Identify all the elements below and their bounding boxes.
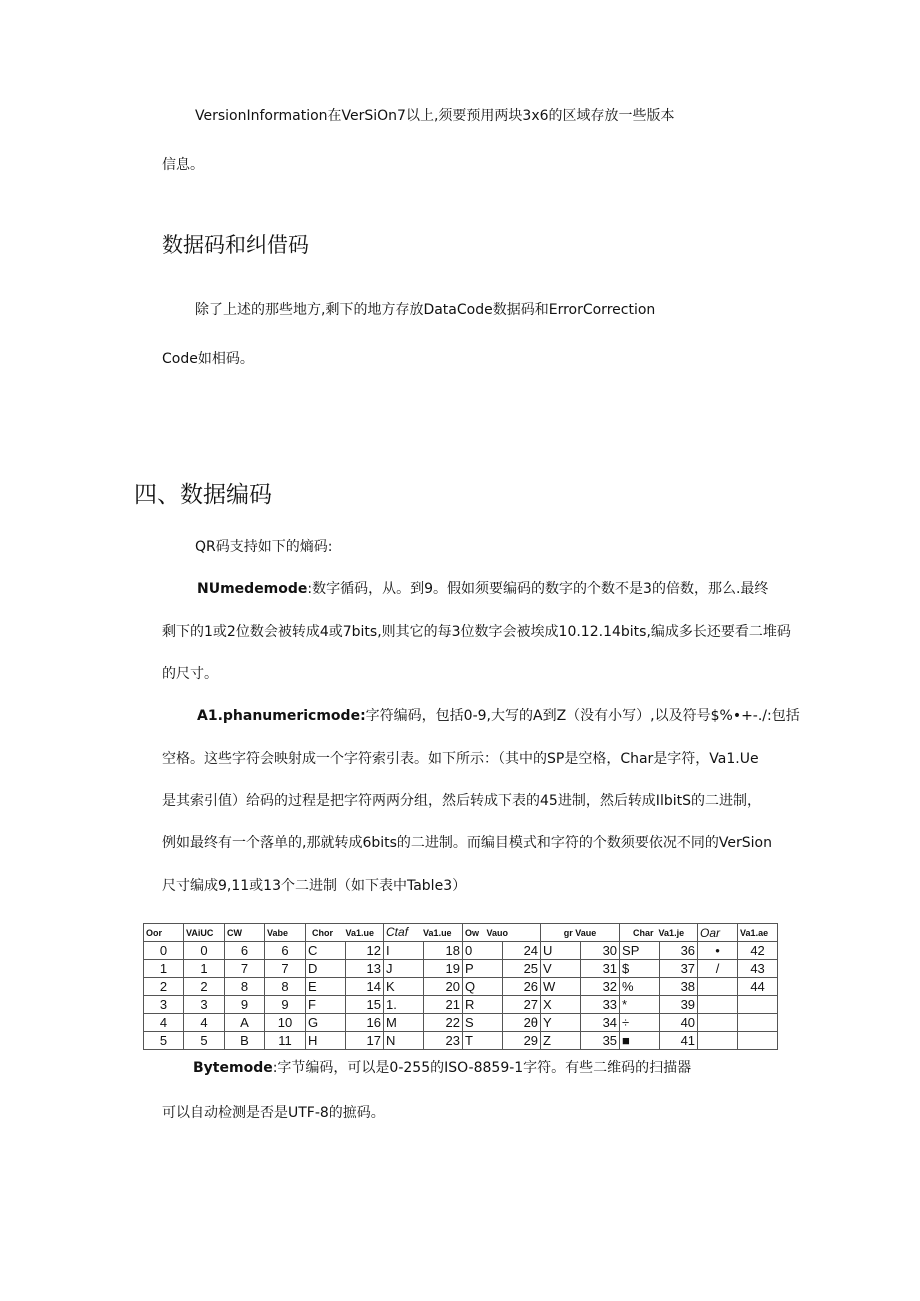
value-cell: 0 <box>184 942 225 960</box>
value-cell: 21 <box>424 996 463 1014</box>
table-header-text: Va1.je <box>658 928 685 938</box>
value-cell: 20 <box>424 978 463 996</box>
table-row <box>144 960 778 978</box>
char-cell <box>698 978 738 996</box>
table-header-text: Ow <box>465 928 480 938</box>
char-cell: 9 <box>225 996 265 1014</box>
byte-mode-text: :字节编码，可以是0-255的ISO-8859-1字符。有些二维码的扫描器 <box>272 1060 692 1076</box>
data-ec-line-1: 除了上述的那些地方,剩下的地方存放DataCode数据码和ErrorCorrection <box>195 302 656 318</box>
char-cell: U <box>541 942 581 960</box>
value-cell: 10 <box>265 1014 306 1032</box>
table-header-cell: Oor <box>144 924 184 942</box>
value-cell: 5 <box>184 1032 225 1050</box>
char-cell: 4 <box>144 1014 184 1032</box>
value-cell: 33 <box>581 996 620 1014</box>
char-cell: SP <box>620 942 660 960</box>
table-header-text: Chor <box>312 928 333 938</box>
table-header-text: Va1.ue <box>345 928 375 938</box>
alphanumeric-mode-line-5: 尺寸编成9,11或13个二进制（如下表中Table3） <box>162 878 467 894</box>
char-cell: 6 <box>225 942 265 960</box>
table-header-cell: CW <box>225 924 265 942</box>
char-cell: 3 <box>144 996 184 1014</box>
char-cell <box>698 1014 738 1032</box>
alphanumeric-mode-text: 字符编码，包括0-9,大写的A到Z（没有小写）,以及符号$%•+-./:包括 <box>365 708 800 724</box>
char-cell: % <box>620 978 660 996</box>
char-cell <box>698 1032 738 1050</box>
char-cell: Q <box>463 978 503 996</box>
byte-mode-line-2: 可以自动检测是否是UTF-8的摭码。 <box>162 1105 385 1121</box>
alphanumeric-mode-line-3: 是其索引值）给码的过程是把字符两两分组，然后转成下表的45进制，然后转成IlbitS的二进制， <box>162 793 761 809</box>
value-cell: 29 <box>503 1032 541 1050</box>
value-cell: 16 <box>346 1014 384 1032</box>
char-cell <box>698 996 738 1014</box>
char-cell: P <box>463 960 503 978</box>
data-ec-line-2: Code如相码。 <box>162 351 254 367</box>
char-cell: 7 <box>225 960 265 978</box>
value-cell: 12 <box>346 942 384 960</box>
value-cell: 26 <box>503 978 541 996</box>
value-cell: 35 <box>581 1032 620 1050</box>
table-header-cell <box>463 924 541 942</box>
char-cell: S <box>463 1014 503 1032</box>
alphanumeric-mode-line-2: 空格。这些字符会映射成一个字符索引表。如下所示：（其中的SP是空格，Char是字符，Va1.Ue <box>162 751 759 767</box>
char-cell: 8 <box>225 978 265 996</box>
char-cell: C <box>306 942 346 960</box>
table-row <box>144 942 778 960</box>
char-cell: 0 <box>463 942 503 960</box>
value-cell: 30 <box>581 942 620 960</box>
table-header-cell: Va1.ae <box>738 924 778 942</box>
value-cell: 23 <box>424 1032 463 1050</box>
byte-mode-label: Bytemode <box>193 1060 273 1076</box>
numeric-mode-line-1 <box>197 579 768 599</box>
table-header-cell: VAiUC <box>184 924 225 942</box>
alphanumeric-mode-line-1 <box>197 706 800 726</box>
version-info-line-1: VersionInformation在VerSiOn7以上,须要预用两块3x6的区域存放一些版本 <box>195 108 675 124</box>
value-cell: 2 <box>184 978 225 996</box>
value-cell: 2θ <box>503 1014 541 1032</box>
table-header-cell <box>306 924 384 942</box>
table-header-cell <box>384 924 463 942</box>
char-cell: F <box>306 996 346 1014</box>
table-header-cell: gr Vaue <box>541 924 620 942</box>
value-cell: 3 <box>184 996 225 1014</box>
value-cell: 7 <box>265 960 306 978</box>
value-cell: 36 <box>660 942 698 960</box>
char-cell: X <box>541 996 581 1014</box>
byte-mode-line-1 <box>193 1058 691 1078</box>
table-header-text: Va1.ue <box>423 928 452 938</box>
numeric-mode-label: NUmedemode <box>197 581 308 597</box>
value-cell: 34 <box>581 1014 620 1032</box>
value-cell: 4 <box>184 1014 225 1032</box>
char-cell: W <box>541 978 581 996</box>
value-cell: 27 <box>503 996 541 1014</box>
value-cell <box>738 1032 778 1050</box>
char-cell: ÷ <box>620 1014 660 1032</box>
char-cell: A <box>225 1014 265 1032</box>
numeric-mode-text: :数字循码，从。到9。假如须要编码的数字的个数不是3的倍数，那么.最终 <box>307 581 769 597</box>
value-cell: 32 <box>581 978 620 996</box>
value-cell: 44 <box>738 978 778 996</box>
table-header-cell <box>620 924 698 942</box>
char-cell: ■ <box>620 1032 660 1050</box>
value-cell: 31 <box>581 960 620 978</box>
value-cell: 9 <box>265 996 306 1014</box>
value-cell: 38 <box>660 978 698 996</box>
table-header-row <box>144 924 778 942</box>
char-cell: Y <box>541 1014 581 1032</box>
numeric-mode-line-3: 的尺寸。 <box>162 666 218 682</box>
value-cell: 25 <box>503 960 541 978</box>
char-cell: H <box>306 1032 346 1050</box>
table-row <box>144 996 778 1014</box>
value-cell: 8 <box>265 978 306 996</box>
version-info-line-2: 信息。 <box>162 157 204 173</box>
table-header-text: Vauo <box>486 928 509 938</box>
char-cell: R <box>463 996 503 1014</box>
value-cell: 18 <box>424 942 463 960</box>
value-cell: 40 <box>660 1014 698 1032</box>
char-cell: G <box>306 1014 346 1032</box>
heading-data-ec: 数据码和纠借码 <box>162 233 309 257</box>
value-cell: 37 <box>660 960 698 978</box>
value-cell: 6 <box>265 942 306 960</box>
value-cell <box>738 996 778 1014</box>
value-cell <box>738 1014 778 1032</box>
modes-intro: QR码支持如下的熵码: <box>195 539 333 555</box>
table-row <box>144 1014 778 1032</box>
alphanumeric-code-table <box>143 923 778 1050</box>
table-row <box>144 978 778 996</box>
char-cell: J <box>384 960 424 978</box>
alphanumeric-mode-line-4: 例如最终有一个落单的,那就转成6bits的二进制。而编目模式和字符的个数须要依况不同的VerSion <box>162 835 772 851</box>
section-title-data-encoding: 四、数据编码 <box>134 482 272 508</box>
value-cell: 42 <box>738 942 778 960</box>
char-cell: 0 <box>144 942 184 960</box>
char-cell: Z <box>541 1032 581 1050</box>
char-cell: N <box>384 1032 424 1050</box>
value-cell: 41 <box>660 1032 698 1050</box>
char-cell: D <box>306 960 346 978</box>
numeric-mode-line-2: 剩下的1或2位数会被转成4或7bits,则其它的每3位数字会被埃成10.12.14bits,编成多长还要看二堆码 <box>162 624 791 640</box>
value-cell: 17 <box>346 1032 384 1050</box>
char-cell: I <box>384 942 424 960</box>
char-cell: / <box>698 960 738 978</box>
value-cell: 39 <box>660 996 698 1014</box>
char-cell: K <box>384 978 424 996</box>
table-header-text: Ctaf <box>386 925 409 939</box>
char-cell: B <box>225 1032 265 1050</box>
table-header-cell: Oar <box>698 924 738 942</box>
alphanumeric-mode-label: A1.phanumericmode: <box>197 708 366 724</box>
char-cell: T <box>463 1032 503 1050</box>
table-row <box>144 1032 778 1050</box>
char-cell: * <box>620 996 660 1014</box>
table-header-cell: Vabe <box>265 924 306 942</box>
char-cell: • <box>698 942 738 960</box>
value-cell: 1 <box>184 960 225 978</box>
value-cell: 13 <box>346 960 384 978</box>
value-cell: 19 <box>424 960 463 978</box>
char-cell: 1. <box>384 996 424 1014</box>
char-cell: 5 <box>144 1032 184 1050</box>
value-cell: 22 <box>424 1014 463 1032</box>
table-header-text: Char <box>633 928 654 938</box>
value-cell: 24 <box>503 942 541 960</box>
char-cell: $ <box>620 960 660 978</box>
char-cell: V <box>541 960 581 978</box>
value-cell: 11 <box>265 1032 306 1050</box>
char-cell: M <box>384 1014 424 1032</box>
value-cell: 14 <box>346 978 384 996</box>
value-cell: 15 <box>346 996 384 1014</box>
char-cell: E <box>306 978 346 996</box>
char-cell: 1 <box>144 960 184 978</box>
char-cell: 2 <box>144 978 184 996</box>
value-cell: 43 <box>738 960 778 978</box>
